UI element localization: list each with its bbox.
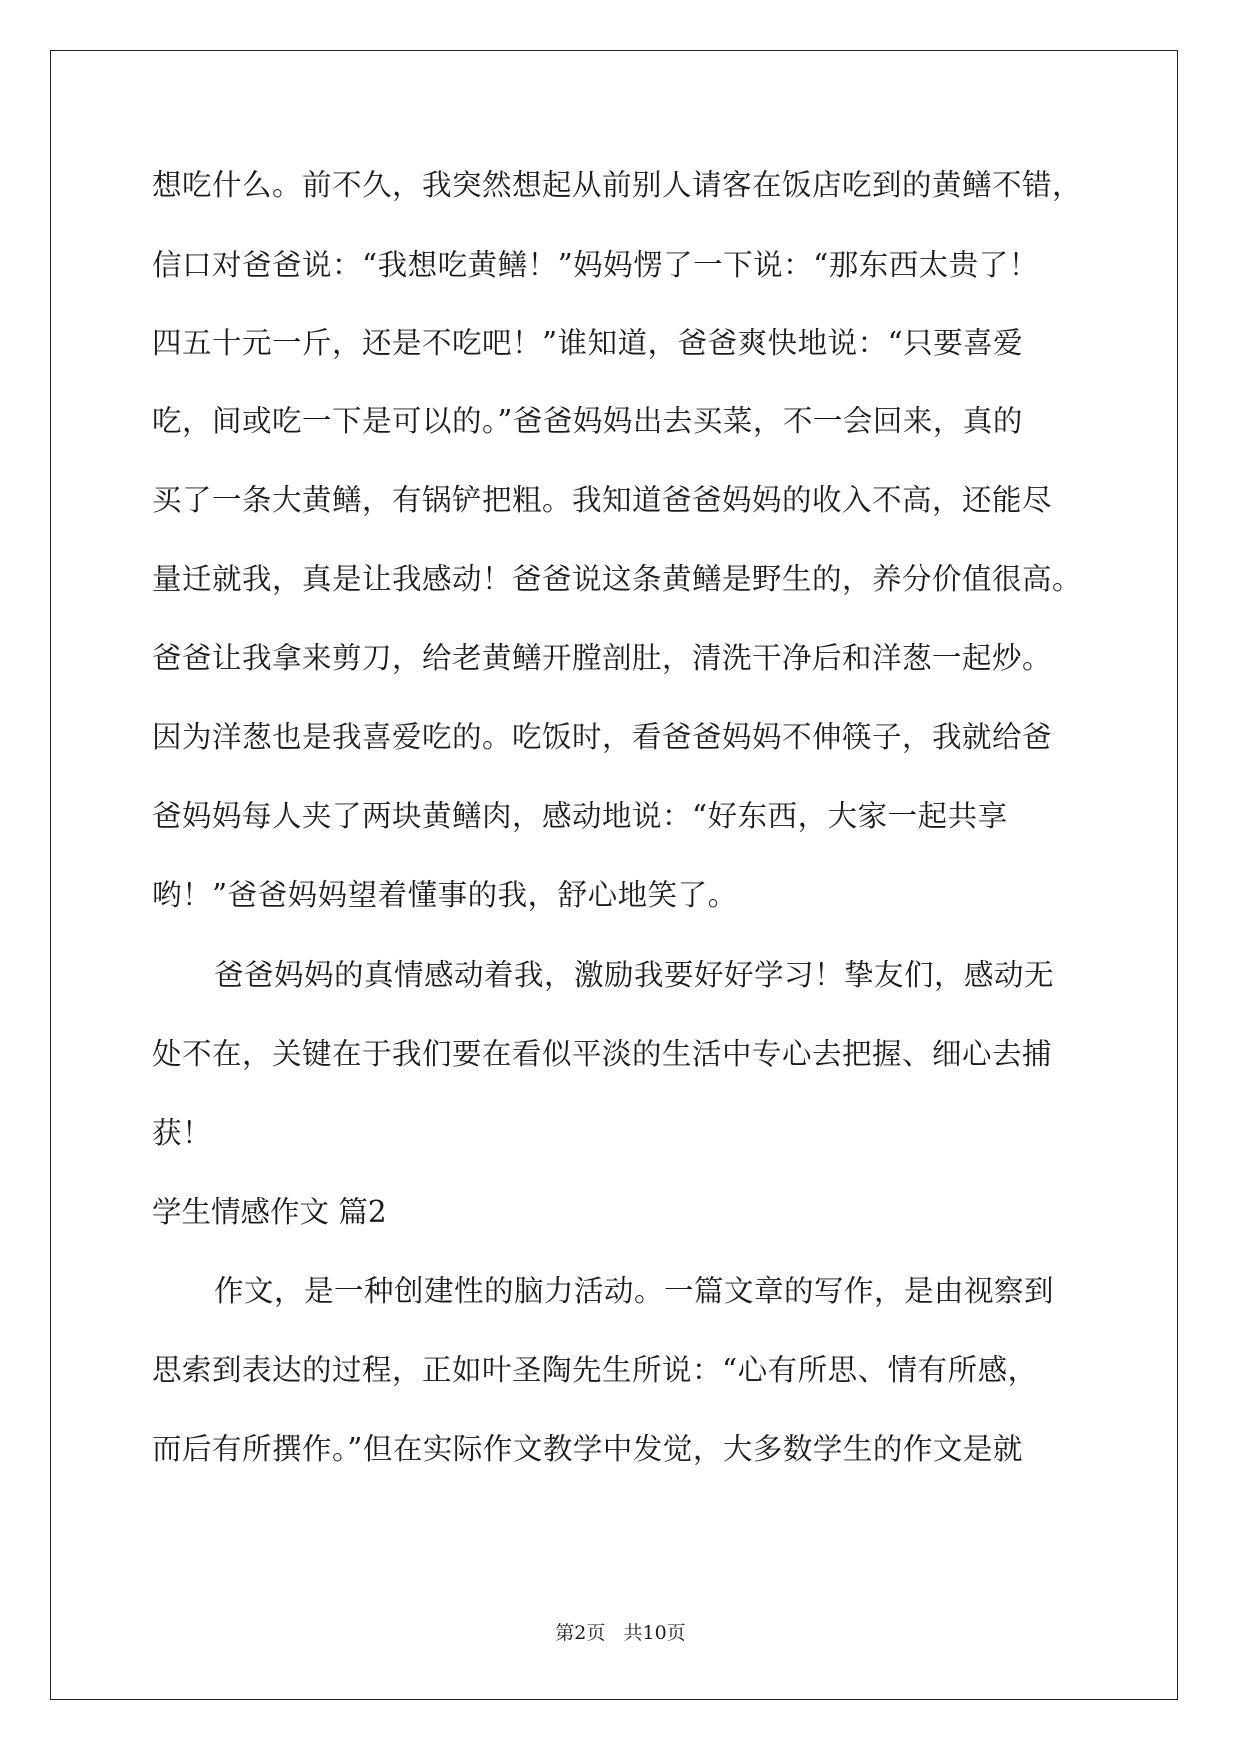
paragraph-first-line: 作文，是一种创建性的脑力活动。一篇文章的写作，是由视察到 — [214, 1274, 1055, 1308]
body-text-line: 爸妈妈每人夹了两块黄鳝肉，感动地说：“好东西，大家一起共享 — [152, 799, 1008, 833]
body-text-line: 吃，间或吃一下是可以的。”爸爸妈妈出去买菜，不一会回来，真的 — [152, 404, 1023, 438]
body-text-line: 爸爸让我拿来剪刀，给老黄鳝开膛剖肚，清洗干净后和洋葱一起炒。 — [152, 641, 1053, 675]
body-text-line: 获！ — [152, 1116, 213, 1150]
body-text-line: 想吃什么。前不久，我突然想起从前别人请客在饭店吃到的黄鳝不错， — [152, 168, 1083, 202]
body-text-line: 思索到表达的过程，正如叶圣陶先生所说：“心有所思、情有所感， — [152, 1353, 1038, 1387]
body-text-line: 因为洋葱也是我喜爱吃的。吃饭时，看爸爸妈妈不伸筷子，我就给爸 — [152, 720, 1053, 754]
body-text-line: 而后有所撰作。”但在实际作文教学中发觉，大多数学生的作文是就 — [152, 1432, 1023, 1466]
body-text-line: 哟！”爸爸妈妈望着懂事的我，舒心地笑了。 — [152, 878, 738, 912]
body-text-line: 四五十元一斤，还是不吃吧！”谁知道，爸爸爽快地说：“只要喜爱 — [152, 326, 1024, 360]
section-heading: 学生情感作文 篇2 — [152, 1195, 387, 1229]
page-footer: 第2页 共10页 — [555, 1622, 686, 1644]
body-text-line: 买了一条大黄鳝，有锅铲把粗。我知道爸爸妈妈的收入不高，还能尽 — [152, 483, 1053, 517]
paragraph-first-line: 爸爸妈妈的真情感动着我，激励我要好好学习！挚友们，感动无 — [214, 958, 1055, 992]
body-text-line: 量迁就我，真是让我感动！爸爸说这条黄鳝是野生的，养分价值很高。 — [152, 562, 1083, 596]
body-text-line: 处不在，关键在于我们要在看似平淡的生活中专心去把握、细心去捕 — [152, 1037, 1053, 1071]
body-text-line: 信口对爸爸说：“我想吃黄鳝！”妈妈愣了一下说：“那东西太贵了！ — [152, 248, 1039, 282]
